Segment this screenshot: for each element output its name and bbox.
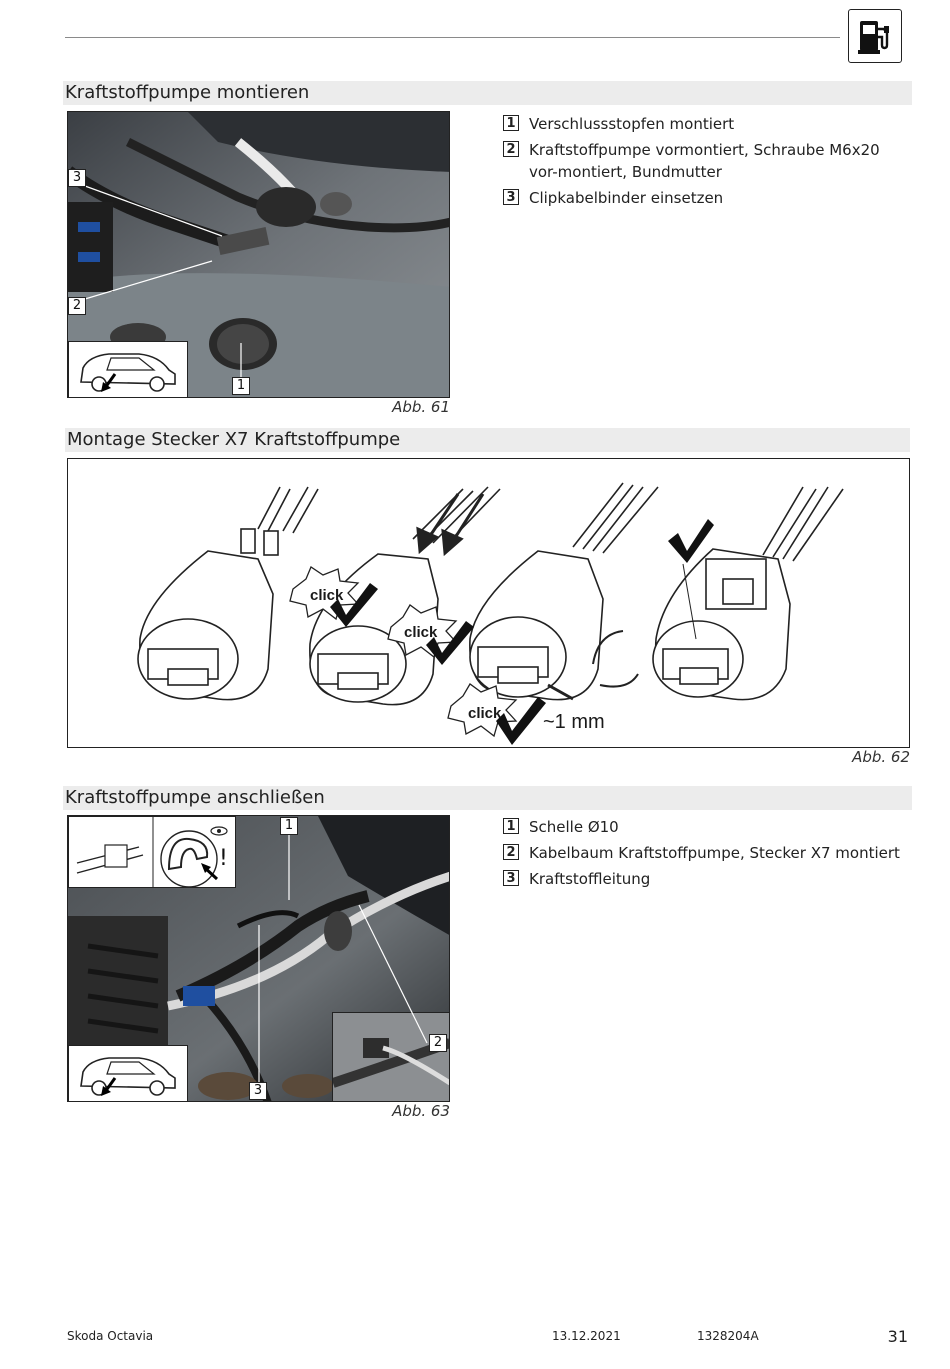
legend-text: Schelle Ø10 <box>529 818 619 836</box>
footer-doc-number: 1328204A <box>697 1329 759 1343</box>
header-rule <box>65 37 840 38</box>
legend-item <box>503 113 901 135</box>
legend-text: Kraftstoffpumpe vormontiert, Schraube M6x20 vor-montiert, Bundmutter <box>529 141 880 181</box>
caption-abb-62: Abb. 62 <box>852 748 910 766</box>
callout-2: 2 <box>429 1034 447 1052</box>
footer-model: Skoda Octavia <box>67 1329 154 1343</box>
legend-item <box>503 868 901 890</box>
legend-number: 3 <box>503 189 519 205</box>
legend-number: 1 <box>503 818 519 834</box>
legend-section1 <box>503 113 901 213</box>
gap-label: ~1 mm <box>543 711 605 733</box>
section-title-stecker: Montage Stecker X7 Kraftstoffpumpe <box>65 428 910 452</box>
svg-text:!: ! <box>219 846 228 871</box>
legend-number: 1 <box>503 115 519 131</box>
legend-item <box>503 187 901 209</box>
click-label-1: click <box>310 587 344 604</box>
callout-leader-lines <box>67 111 450 398</box>
caption-abb-63: Abb. 63 <box>392 1102 450 1120</box>
legend-number: 2 <box>503 844 519 860</box>
callout-3: 3 <box>249 1082 267 1100</box>
callout-3: 3 <box>68 169 86 187</box>
legend-item <box>503 816 901 838</box>
section-title-montieren: Kraftstoffpumpe montieren <box>63 81 912 105</box>
legend-text: Kraftstoffleitung <box>529 870 651 888</box>
callout-1: 1 <box>232 377 250 395</box>
legend-text: Verschlussstopfen montiert <box>529 115 735 133</box>
legend-text: Kabelbaum Kraftstoffpumpe, Stecker X7 montiert <box>529 844 900 862</box>
legend-number: 2 <box>503 141 519 157</box>
legend-number: 3 <box>503 870 519 886</box>
section-title-anschliessen: Kraftstoffpumpe anschließen <box>63 786 912 810</box>
callout-1: 1 <box>280 817 298 835</box>
footer-date: 13.12.2021 <box>552 1329 621 1343</box>
caption-abb-61: Abb. 61 <box>392 398 450 416</box>
callout-2: 2 <box>68 297 86 315</box>
legend-item <box>503 842 901 864</box>
connector-assembly-diagram <box>67 458 910 748</box>
page-number: 31 <box>887 1327 908 1346</box>
legend-item <box>503 139 901 183</box>
callout-leader-lines-2 <box>67 815 450 1102</box>
click-label-2: click <box>404 624 438 641</box>
click-label-3: click <box>468 705 502 722</box>
legend-section3 <box>503 816 901 894</box>
legend-text: Clipkabelbinder einsetzen <box>529 189 724 207</box>
fuel-pump-icon <box>848 9 902 63</box>
